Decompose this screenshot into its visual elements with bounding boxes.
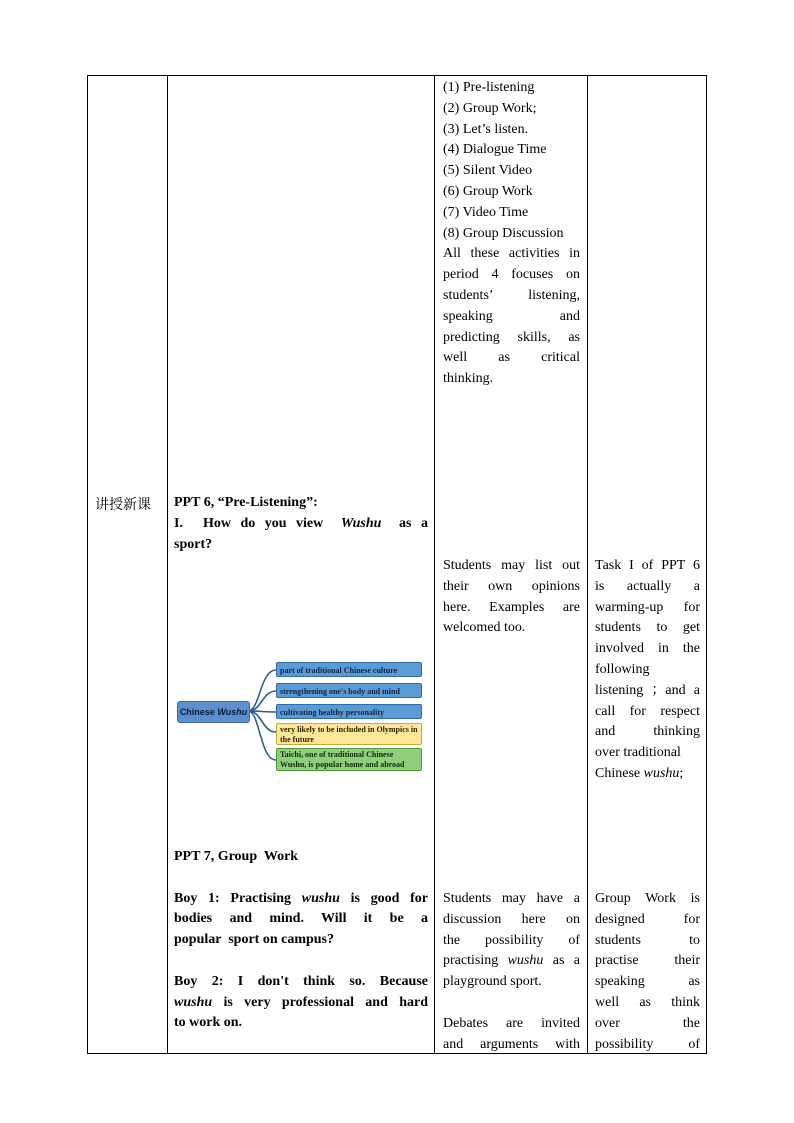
purpose-line: speaking as [595,974,700,990]
purpose-line: involved in the [595,641,700,657]
purpose-line: designed for [595,911,700,927]
section-label: 讲授新课 [95,497,151,513]
ppt7-purpose [595,889,700,1055]
purpose-line: students to [595,932,700,948]
note-line: their own opinions [443,578,580,594]
note-line: playground sport. [443,974,542,990]
purpose-line: practise their [595,953,700,969]
purpose-line: over traditional [595,745,681,761]
column-divider [587,76,588,1053]
summary-line: predicting skills, as [443,329,580,345]
purpose-line: students to get [595,620,700,636]
purpose-line: over the [595,1015,700,1031]
summary-line: students’ listening, [443,287,580,303]
ppt6-students-note [443,556,580,639]
summary-line: thinking. [443,371,494,387]
note-line: and arguments with [443,1036,580,1052]
purpose-line: Task I of PPT 6 [595,558,700,573]
ppt6-question-line2: sport? [174,536,213,552]
activity-item: (7) Video Time [443,204,529,220]
mind-map-node: very likely to be included in Olympics in the future [276,723,422,745]
summary-line: All these activities in [443,246,580,262]
question-number: I. [174,515,183,531]
mind-map-node: part of traditional Chinese culture [276,662,422,677]
purpose-line: and thinking [595,724,700,740]
ppt6-question [174,514,428,535]
lesson-plan-table [87,75,707,1054]
activity-item: (3) Let’s listen. [443,121,529,137]
note-line: Students may list out [443,558,580,573]
note-line: welcomed too. [443,620,526,636]
activity-item: (5) Silent Video [443,163,533,179]
ppt6-heading: PPT 6, “Pre-Listening”: [174,495,318,510]
spacer [174,951,428,972]
activity-item: (8) Group Discussion [443,225,564,241]
purpose-line: possibility of [595,1036,700,1052]
question-text [183,514,428,535]
dialogue-line: bodies and mind. Will it be a [174,911,428,927]
ppt7-block [174,847,428,1034]
mind-map-node: Taichi, one of traditional Chinese Wushu, is popular home and abroad [276,748,422,771]
summary-line: well as critical [443,350,580,366]
spacer [174,868,428,889]
question-post: as a [389,515,428,531]
branch-line [248,711,276,760]
question-pre: How do you view [202,515,333,531]
note-line: practising wushu as a [443,953,580,969]
mind-map-node: cultivating healthy personality [276,704,422,719]
summary-line: speaking and [443,308,580,324]
dialogue-line: wushu is very professional and hard [174,994,428,1010]
purpose-line: warming-up for [595,599,700,615]
ppt7-students-note [443,889,580,1055]
purpose-line: call for respect [595,703,700,719]
summary-line: period 4 focuses on [443,267,580,283]
ppt6-purpose [595,556,700,785]
purpose-line: Group Work is [595,891,700,906]
activity-item: (2) Group Work; [443,100,537,116]
branch-line [248,670,276,711]
purpose-line: Chinese wushu; [595,765,684,781]
dialogue-line: popular sport on campus? [174,932,335,948]
center-pre: Chinese [179,707,218,717]
mind-map-node: strengthening one's body and mind [276,683,422,698]
purpose-line: following [595,661,650,677]
note-line: discussion here on [443,911,580,927]
note-line: Debates are invited [443,1015,580,1031]
dialogue-line: Boy 2: I don't think so. Because [174,973,428,989]
activity-list [443,78,580,390]
activity-item: (6) Group Work [443,183,533,199]
purpose-line: is actually a [595,578,700,594]
spacer [443,993,580,1014]
ppt7-heading: PPT 7, Group Work [174,849,299,864]
note-line: the possibility of [443,932,580,948]
ppt6-block [174,493,428,555]
dialogue-line: Boy 1: Practising wushu is good for [174,890,429,906]
center-em: Wushu [217,707,248,717]
note-line: here. Examples are [443,599,580,615]
activity-item: (1) Pre-listening [443,80,535,95]
mind-map-center [177,701,250,723]
question-em: Wushu [340,515,382,531]
activity-item: (4) Dialogue Time [443,142,547,158]
wushu-mind-map [174,657,432,773]
dialogue-line: to work on. [174,1015,243,1031]
purpose-line: listening ；and a [595,682,700,698]
column-divider [167,76,168,1053]
purpose-line: well as think [595,994,700,1010]
column-divider [434,76,435,1053]
note-line: Students may have a [443,891,580,906]
